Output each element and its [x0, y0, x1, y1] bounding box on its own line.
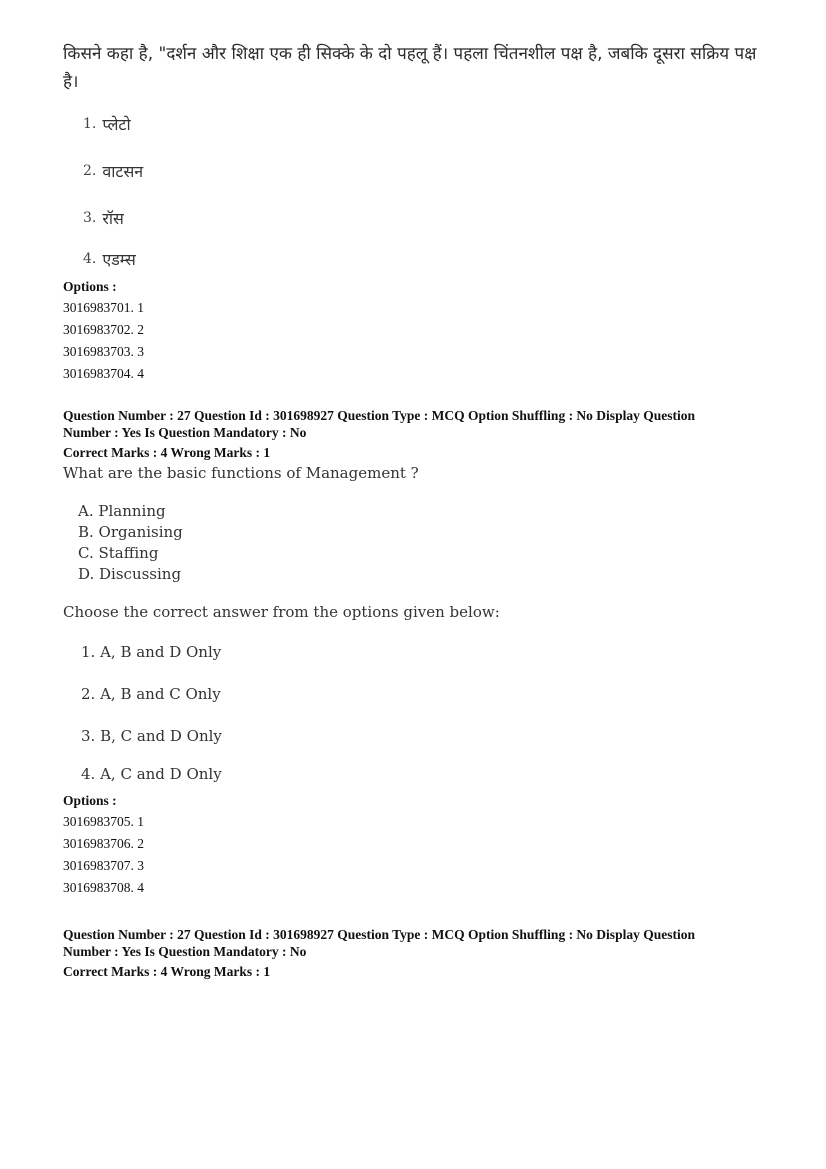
question-page [63, 40, 783, 980]
option-row: 3016983706. 2 [63, 836, 144, 851]
question-next-block [63, 926, 783, 980]
choice-label: एडम्स [102, 250, 136, 269]
choice-item [83, 147, 783, 194]
question-text: What are the basic functions of Management ? [63, 464, 419, 482]
choice-item: 1. A, B and D Only [81, 643, 222, 661]
option-row: 3016983704. 4 [63, 366, 144, 381]
hindi-choice-list [63, 100, 783, 277]
statement-item: A. Planning [78, 502, 166, 520]
question-meta-line: Question Number : 27 Question Id : 301698927 Question Type : MCQ Option Shuffling : No Display Question [63, 408, 695, 423]
marks-line: Correct Marks : 4 Wrong Marks : 1 [63, 964, 271, 979]
choice-label: प्लेटो [102, 114, 131, 134]
choice-number: 4. [83, 251, 97, 267]
question-meta-line: Number : Yes Is Question Mandatory : No [63, 425, 307, 440]
option-row: 3016983702. 2 [63, 322, 144, 337]
option-row: 3016983703. 3 [63, 344, 144, 359]
choice-number: 1. [83, 115, 97, 132]
choice-label: रॉस [102, 208, 124, 228]
option-row: 3016983705. 1 [63, 814, 144, 829]
choice-number: 2. [83, 162, 97, 179]
choice-number: 3. [83, 209, 97, 226]
instruction-text: Choose the correct answer from the options given below: [63, 603, 500, 621]
question-meta-line: Number : Yes Is Question Mandatory : No [63, 944, 307, 959]
choice-item: 2. A, B and C Only [81, 685, 221, 703]
choice-item [83, 194, 783, 241]
marks-line: Correct Marks : 4 Wrong Marks : 1 [63, 445, 271, 460]
statement-item: B. Organising [78, 523, 183, 541]
statement-item: D. Discussing [78, 565, 182, 583]
choice-item: 4. A, C and D Only [81, 765, 222, 783]
statement-list [63, 501, 783, 585]
question-text-hindi: किसने कहा है, "दर्शन और शिक्षा एक ही सिक्के के दो पहलू हैं। पहला चिंतनशील पक्ष है, जबकि दूसरा सक्रिय पक्ष है। [63, 44, 757, 92]
question-meta-line: Question Number : 27 Question Id : 301698927 Question Type : MCQ Option Shuffling : No Display Question [63, 927, 695, 942]
hindi-question-block [63, 40, 783, 385]
answer-choice-list [63, 631, 783, 787]
options-label: Options : [63, 793, 117, 808]
option-row: 3016983708. 4 [63, 880, 144, 895]
question-27-block [63, 407, 783, 899]
options-label: Options : [63, 279, 117, 294]
choice-label: वाटसन [102, 161, 144, 181]
option-row: 3016983707. 3 [63, 858, 144, 873]
choice-item: 3. B, C and D Only [81, 727, 222, 745]
choice-item [83, 241, 783, 277]
option-row: 3016983701. 1 [63, 300, 144, 315]
choice-item [83, 100, 783, 147]
statement-item: C. Staffing [78, 544, 159, 562]
